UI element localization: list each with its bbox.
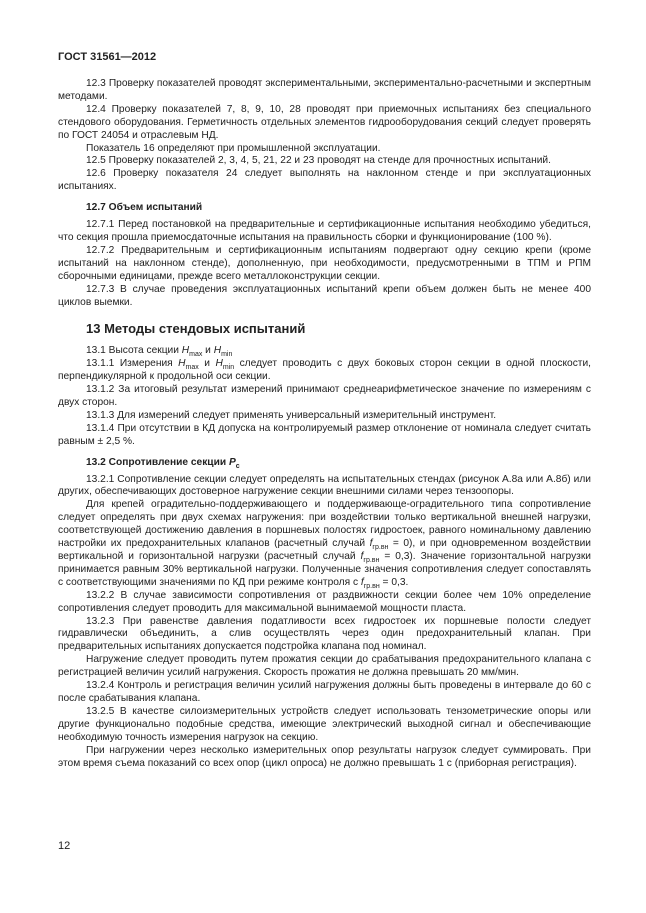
paragraph-13-2-2: 13.2.2 В случае зависимости сопротивления от раздвижности секции более чем 10% определение сопротивления следует проводить для максимальной вынимаемой мощности пласта. [58,589,591,614]
symbol-p: P [228,456,236,468]
paragraph-13-2-3: 13.2.3 При равенстве давления податливости всех гидростоек их поршневые полости следует гидравлически объединить, а слив осуществлять через один предохранительный клапан. При предварительных испытаниях допускается подстройка клапана под номинал. [58,615,591,653]
symbol-h: H [215,358,223,370]
paragraph-indicator-16: Показатель 16 определяют при промышленной эксплуатации. [86,142,381,154]
text: = 0,3. [379,576,409,588]
text: Для крепей оградительно-поддерживающего и поддерживающе-оградительного типа сопротивление следует определять при двух схемах нагружения: при воздействии только вертикальной внешней нагрузки, соответствующей достижению давления в поршневых полостях гидростоек, равного номинальному давлению настройки их предохранительных клапанов (расчетный случай [58,499,591,550]
paragraph-13-1 [58,345,591,358]
paragraph-12-3: 12.3 Проверку показателей проводят экспериментальными, экспериментально-расчетными и экспертным методами. [58,78,591,102]
paragraph-12-7-1: 12.7.1 Перед постановкой на предварительные и сертификационные испытания необходимо убедиться, что секция прошла приемосдаточные испытания на правильность сборки и функционирование (100 %). [58,219,591,243]
paragraph-12-6: 12.6 Проверку показателя 24 следует выполнять на наклонном стенде и при эксплуатационных испытаниях. [58,168,591,193]
page-number: 12 [58,840,71,852]
paragraph-13-1-4: 13.1.4 При отсутствии в КД допуска на контролируемый размер отклонение от номинала следует считать равным ± 2,5 %. [58,422,591,447]
symbol-f: f [369,538,373,550]
paragraph-12-7-3: 12.7.3 В случае проведения эксплуатационных испытаний крепи объем должен быть не менее 400 циклов выемки. [58,283,591,308]
text: и [202,345,214,357]
paragraph-loading-procedure: Нагружение следует проводить путем прожатия секции до срабатывания предохранительного клапана с регистрацией величин усилий нагружения. Скорость прожатия не должна превышать 20 мм/мин. [58,654,591,679]
text: 13.1 Высота секции [86,345,182,357]
subscript-max: max [185,364,199,372]
symbol-f: f [360,576,364,588]
symbol-h: H [178,358,186,370]
subscript-gr-vn: гр.вн [372,544,389,552]
paragraph-13-2-4: 13.2.4 Контроль и регистрация величин усилий нагружения должны быть проведены в интервале до 60 с после срабатывания клапана. [58,680,591,704]
paragraph-12-5: 12.5 Проверку показателей 2, 3, 4, 5, 21, 22 и 23 проводят на стенде для прочностных испытаний. [86,155,551,167]
text: следует проводить с двух боковых сторон секции в одной плоскости, перпендикулярной к продольной оси секции. [58,358,591,383]
symbol-f: f [360,551,364,562]
subscript-gr-vn: гр.вн [363,557,380,565]
paragraph-12-4: 12.4 Проверку показателей 7, 8, 9, 10, 28 проводят при приемочных испытаниях без специального стендового оборудования. Герметичность отдельных элементов гидрооборудования секций следует проверять по ГОСТ 24054 и отраслевым НД. [58,103,591,141]
subscript-min: min [222,364,235,372]
symbol-h: H [213,345,222,357]
subsection-title-13-2 [86,457,591,470]
text: = 0), и при одновременном воздействии вертикальной и горизонтальной нагрузки (расчетный случай [58,538,591,562]
paragraph-13-1-3: 13.1.3 Для измерений следует применять универсальный измерительный инструмент. [86,409,497,421]
subscript-max: max [189,351,203,359]
subsection-title-12-7: 12.7 Объем испытаний [86,202,203,214]
paragraph-summation: При нагружении через несколько измерительных опор результаты нагрузок следует суммировать. При этом время съема показаний со всех опор (цикл опроса) не должно превышать 1 с (приборная регистрация). [58,744,591,769]
paragraph-13-2-1: 13.2.1 Сопротивление секции следует определять на испытательных стендах (рисунок А.8а или А.8б) или других, обеспечивающих достоверное нагружение секции внешними силами через тензоопоры. [58,473,591,498]
paragraph-loading-schemes [58,499,591,589]
document-code: ГОСТ 31561—2012 [58,51,157,63]
paragraph-13-1-1 [58,358,591,384]
symbol-h: H [181,345,190,357]
text: 13.1.1 Измерения [86,358,179,370]
subscript-c: c [235,462,240,470]
subscript-min: min [221,351,233,359]
text: 13.2 Сопротивление секции [86,456,229,468]
subscript-gr-vn: гр.вн [363,582,380,590]
document-body [58,78,591,770]
paragraph-13-2-5: 13.2.5 В качестве силоизмерительных устройств следует использовать тензометрические опоры или другие функционально подобные средства, имеющие электрический выходной сигнал и обеспечивающие необходимую точность измерения нагрузок на секцию. [58,705,591,743]
section-title-13: 13 Методы стендовых испытаний [86,321,306,337]
text: и [198,358,216,370]
paragraph-13-1-2: 13.1.2 За итоговый результат измерений принимают среднеарифметическое значение по измерениям с двух сторон. [58,384,591,409]
text: = 0,3). Значение горизонтальной нагрузки принимается равным 30% вертикальной нагрузки. Полученные значения сопротивления следует сопоставлять с соответствующими значениями по КД при режиме контроля с [58,551,591,588]
paragraph-12-7-2: 12.7.2 Предварительным и сертификационным испытаниям подвергают одну секцию крепи (кроме испытаний на наклонном стенде), дополненную, при необходимости, предусмотренными в ТПМ и РПМ сборочными единицами, прежде всего металлоконструкции секции. [58,244,591,282]
